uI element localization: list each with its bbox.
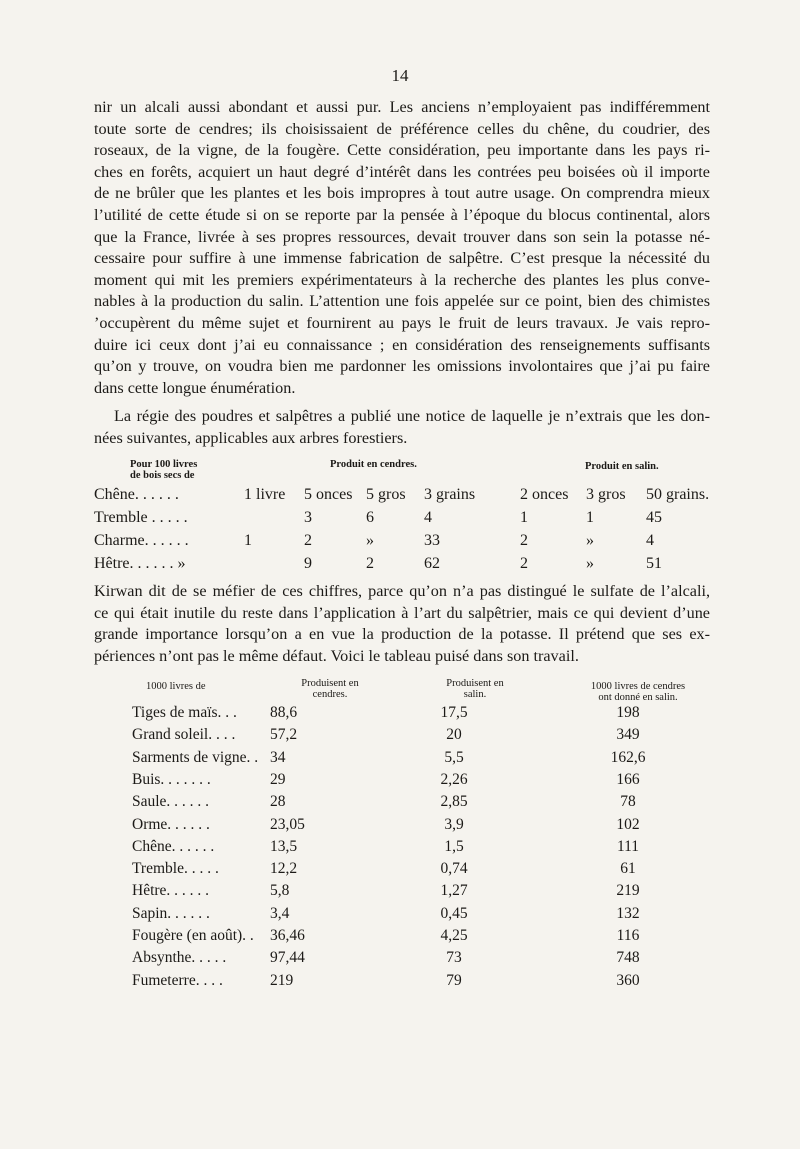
text-line: nables à la production du salin. L’attention une fois appelée sur ce point, bien des chimistes [94,292,710,311]
cell-ashes: 5,8 [270,882,290,900]
cell-ashes: 3,4 [270,904,290,922]
cell-salin-onces: 2 [520,555,528,572]
cell-salin-onces: 2 [520,532,528,549]
table2-row [132,816,722,837]
table2-row [132,838,722,859]
paragraph-kirwan [94,581,710,667]
cell-ash-grains: 4 [424,509,432,526]
text-line: nir un alcali aussi abondant et aussi pur. Les anciens n’employaient pas indifféremment [94,98,710,116]
table2-row [132,882,722,903]
table1-row [94,509,714,531]
cell-salin: 0,45 [440,904,468,922]
cell-ashes: 97,44 [270,949,305,967]
cell-salin-grains: 45 [646,509,662,526]
cell-ash-gros: 5 gros [366,486,406,503]
table1-row [94,486,714,508]
cell-salin: 2,85 [440,793,468,811]
cell-plant: Chêne. . . . . . [132,837,215,855]
cell-plant: Tremble. . . . . [132,860,219,878]
cell-ash-onces: 2 [304,532,312,549]
table2-row [132,949,722,970]
cell-salin-gros: » [586,532,594,549]
cell-salin-onces: 1 [520,509,528,526]
cell-ash-onces: 3 [304,509,312,526]
cell-ashes: 88,6 [270,704,298,721]
text-line: de ne brûler que les plantes et les bois impropres à tout autre usage. On comprendra mieux [94,184,710,203]
cell-ashes: 13,5 [270,837,298,855]
cell-salin-gros: 3 gros [586,486,626,503]
cell-salin-per-ash: 78 [620,793,636,811]
cell-ash-onces: 5 onces [304,486,353,503]
table2-header-ashes [275,678,385,700]
cell-plant: Fumeterre. . . . [132,971,223,989]
table2-header-ashes-line1: Produisent en [301,678,359,689]
text-line: l’utilité de cette étude si on se reporte par la pensée à l’époque du blocus continental, alors [94,205,710,224]
text-line: La régie des poudres et salpêtres a publié une notice de laquelle je n’extrais que les don- [114,407,710,425]
table1-row [94,532,714,554]
cell-ashes: 219 [270,971,294,989]
cell-salin-grains: 4 [646,532,654,549]
cell-wood: Charme. . . . . . [94,532,189,549]
text-line: ches en forêts, acquiert un haut degré d’intérêt dans les contrées peu boisées où il importe [94,162,710,181]
table2-header-plant: 1000 livres de [146,681,206,692]
paragraph-regie-notice [94,406,710,449]
cell-wood: Chêne. . . . . . [94,486,179,503]
cell-salin: 20 [446,726,462,744]
text-line: cessaire pour suffire à une immense fabrication de salpêtre. C’est presque la nécessité du [94,249,710,268]
cell-ash-livre: 1 livre [244,486,286,503]
cell-salin-grains: 51 [646,555,662,572]
table1-header-wood-line2: de bois secs de [130,470,195,481]
cell-salin-per-ash: 61 [620,860,636,878]
table2-row [132,749,722,770]
text-line: nées suivantes, applicables aux arbres forestiers. [94,428,408,447]
cell-salin-per-ash: 166 [616,770,640,788]
cell-salin-per-ash: 198 [616,704,640,721]
text-line: Kirwan dit de se méfier de ces chiffres, parce qu’on n’a pas distingué le sulfate de l’alcali, [94,582,710,600]
table2-header-potash [568,681,708,703]
table2-row [132,771,722,792]
table1-header-wood-line1: Pour 100 livres [130,459,198,470]
cell-plant: Sapin. . . . . . [132,904,210,922]
text-line: qu’on y trouve, on voudra bien me pardonner les omissions involontaires que j’ai pu faire [94,357,710,376]
text-line: périences n’ont pas le même défaut. Voici le tableau puisé dans son travail. [94,646,579,665]
table2-header-salin-line2: salin. [463,689,487,700]
table2-header-potash-line1: 1000 livres de cendres [590,681,686,692]
table2-header-salin-line1: Produisent en [446,678,504,689]
text-line: ’occupèrent du même sujet et fournirent au pays le fruit de leurs travaux. Je vais repro- [94,313,710,332]
cell-salin-per-ash: 132 [616,904,640,922]
cell-salin-gros: » [586,555,594,572]
cell-plant: Hêtre. . . . . . [132,882,210,900]
cell-salin: 4,25 [440,927,468,944]
cell-plant: Sarments de vigne. . [132,748,259,766]
cell-salin-onces: 2 onces [520,486,569,503]
text-line: moment qui mit les premiers expérimentateurs à la recherche des plantes les plus conve- [94,270,710,289]
cell-ashes: 29 [270,770,286,788]
cell-plant: Absynthe. . . . . [132,949,227,967]
cell-ashes: 57,2 [270,726,298,744]
cell-salin: 3,9 [444,815,464,833]
cell-wood: Tremble . . . . . [94,509,188,526]
page-number: 14 [391,66,409,85]
table2-row [132,927,722,948]
cell-ashes: 34 [270,748,286,766]
cell-salin: 5,5 [444,748,464,766]
cell-ashes: 28 [270,793,286,811]
cell-salin-per-ash: 102 [616,815,640,833]
text-line: duire ici ceux dont j’ai eu connaissance ; en considération des renseignements suffisants [94,335,710,354]
table2-header-ashes-line2: cendres. [312,689,348,700]
cell-ashes: 36,46 [270,927,305,944]
table2-row [132,726,722,747]
table2-row [132,905,722,926]
table1-header-ashes: Produit en cendres. [330,459,417,470]
cell-plant: Grand soleil. . . . [132,726,236,744]
table2-row [132,704,722,725]
table1-header-wood [130,459,197,481]
paragraph-alkali-history [94,97,710,399]
cell-salin: 79 [446,971,462,989]
cell-salin-per-ash: 349 [616,726,640,744]
cell-salin: 0,74 [440,860,468,878]
cell-ash-grains: 62 [424,555,440,572]
text-line: que la France, livrée à ses propres ressources, devait trouver dans son sein la potasse né- [94,227,710,246]
cell-ashes: 12,2 [270,860,298,878]
table2-row [132,972,722,993]
cell-ash-livre: 1 [244,532,252,549]
text-line: ce qui était inutile du reste dans l’application à l’art du salpêtrier, mais ce qui devient d’une [94,603,710,622]
cell-salin: 1,5 [444,837,464,855]
cell-salin-grains: 50 grains. [646,486,710,503]
cell-ash-onces: 9 [304,555,312,572]
text-line: dans cette longue énumération. [94,378,296,397]
cell-plant: Buis. . . . . . . [132,770,211,788]
cell-plant: Saule. . . . . . [132,793,210,811]
table1-row [94,555,714,577]
cell-salin-per-ash: 116 [616,927,640,944]
table2-row [132,860,722,881]
cell-ash-gros: 6 [366,509,374,526]
cell-ash-grains: 3 grains [424,486,476,503]
table2-row [132,793,722,814]
cell-ashes: 23,05 [270,815,305,833]
cell-plant: Orme. . . . . . [132,815,210,833]
cell-salin-per-ash: 162,6 [610,748,646,766]
cell-salin: 2,26 [440,770,468,788]
table2-header-salin [420,678,530,700]
cell-salin: 73 [446,949,462,967]
cell-salin-per-ash: 360 [616,971,640,989]
cell-salin: 17,5 [440,704,468,721]
text-line: toute sorte de cendres; ils choisissaient de préférence celles du chêne, du coudrier, des [94,119,710,138]
cell-salin: 1,27 [440,882,468,900]
cell-ash-gros: » [366,532,374,549]
cell-ash-grains: 33 [424,532,440,549]
cell-plant: Tiges de maïs. . . [132,704,237,721]
cell-ash-gros: 2 [366,555,374,572]
cell-salin-gros: 1 [586,509,594,526]
cell-salin-per-ash: 748 [616,949,640,967]
cell-wood: Hêtre. . . . . . » [94,555,186,572]
text-line: grande importance lorsqu’on a en vue la production de la potasse. Il prétend que ses ex- [94,625,710,644]
text-line: roseaux, de la vigne, de la fougère. Cette considération, peu importante dans les pays ri- [94,141,710,160]
cell-salin-per-ash: 111 [616,837,640,855]
table1-header-salin: Produit en salin. [585,461,659,472]
cell-plant: Fougère (en août). . [132,927,254,944]
cell-salin-per-ash: 219 [616,882,640,900]
table2-header-potash-line2: ont donné en salin. [598,692,678,703]
